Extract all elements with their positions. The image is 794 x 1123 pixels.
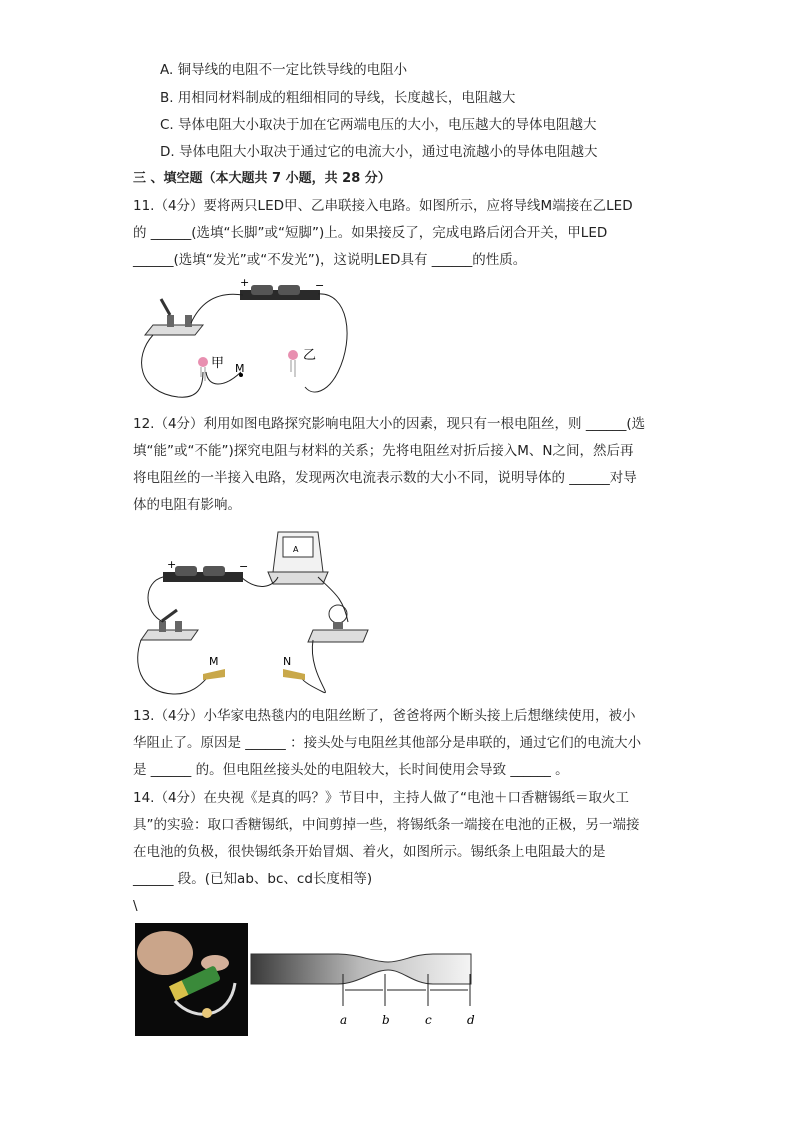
q14-line-2: 具”的实验：取口香糖锡纸，中间剪掉一些，将锡纸条一端接在电池的正极，另一端接 bbox=[133, 817, 640, 833]
q13-line-2: 华阻止了。原因是 ______ ：接头处与电阻丝其他部分是串联的，通过它们的电流大小 bbox=[133, 735, 642, 751]
segment-label-d: d bbox=[467, 1013, 475, 1027]
bulb-socket bbox=[333, 622, 343, 629]
wire bbox=[301, 640, 325, 693]
battery-cell bbox=[251, 285, 273, 295]
q13-line-3: 是 ______ 的。但电阻丝接头处的电阻较大，长时间使用会导致 ______ 。 bbox=[133, 762, 569, 778]
m-label: M bbox=[209, 655, 219, 668]
option-c: C. 导体电阻大小取决于加在它两端电压的大小，电压越大的导体电阻越大 bbox=[160, 117, 597, 133]
battery-photo bbox=[135, 923, 248, 1036]
m-label: M bbox=[235, 362, 245, 375]
segment-label-a: a bbox=[340, 1013, 348, 1027]
q14-line-1: 14.（4分）在央视《是真的吗？》节目中，主持人做了“电池＋口香糖锡纸＝取火工 bbox=[133, 790, 630, 806]
foil-diagram bbox=[248, 948, 478, 1033]
switch-lever bbox=[161, 299, 170, 315]
led-jia-label: 甲 bbox=[211, 356, 225, 371]
bulb-base bbox=[308, 630, 368, 642]
switch-post bbox=[167, 315, 174, 327]
q11-line-1: 11.（4分）要将两只LED甲、乙串联接入电路。如图所示，应将导线M端接在乙LED bbox=[133, 198, 633, 214]
led-yi bbox=[288, 350, 298, 360]
q12-line-3: 将电阻丝的一半接入电路，发现两次电流表示数的大小不同，说明导体的 ______对导 bbox=[133, 470, 637, 486]
wire bbox=[305, 294, 347, 392]
option-b: B. 用相同材料制成的粗细相同的导线，长度越长，电阻越大 bbox=[160, 90, 516, 106]
foil-strip bbox=[251, 954, 471, 984]
wire bbox=[138, 640, 208, 694]
q12-line-2: 填“能”或“不能”)探究电阻与材料的关系；先将电阻丝对折后接入M、N之间，然后再 bbox=[133, 443, 634, 459]
q12-line-1: 12.（4分）利用如图电路探究影响电阻大小的因素，现只有一根电阻丝，则 ______(选 bbox=[133, 416, 646, 432]
battery-cell bbox=[203, 566, 225, 576]
battery-cell bbox=[278, 285, 300, 295]
led-jia bbox=[198, 357, 208, 367]
q12-line-4: 体的电阻有影响。 bbox=[133, 497, 241, 513]
hand bbox=[137, 931, 193, 975]
q14-line-3: 在电池的负极，很快锡纸条开始冒烟、着火，如图所示。锡纸条上电阻最大的是 bbox=[133, 844, 606, 860]
ammeter-label: A bbox=[293, 545, 299, 554]
switch-base bbox=[141, 630, 198, 640]
q13-line-1: 13.（4分）小华家电热毯内的电阻丝断了，爸爸将两个断头接上后想继续使用，被小 bbox=[133, 708, 636, 724]
q11-circuit-figure bbox=[133, 277, 363, 402]
battery-plus-label: + bbox=[167, 558, 177, 571]
q11-line-2: 的 ______(选填“长脚”或“短脚”)上。如果接反了，完成电路后闭合开关，甲LED bbox=[133, 225, 608, 241]
switch-post bbox=[175, 621, 182, 632]
q11-line-3: ______(选填“发光”或“不发光”)，这说明LED具有 ______的性质。 bbox=[133, 252, 527, 268]
q12-circuit-figure bbox=[133, 522, 378, 697]
n-label: N bbox=[283, 655, 292, 668]
clip-m bbox=[203, 669, 225, 680]
q14-line-4: ______ 段。(已知ab、bc、cd长度相等) bbox=[133, 871, 373, 887]
wire bbox=[191, 294, 243, 323]
switch-post bbox=[185, 315, 192, 327]
option-d: D. 导体电阻大小取决于通过它的电流大小，通过电流越小的导体电阻越大 bbox=[160, 144, 598, 160]
switch-lever bbox=[162, 610, 177, 621]
battery-minus-label: − bbox=[315, 279, 325, 292]
battery-plus-label: + bbox=[240, 277, 250, 289]
clip-n bbox=[283, 669, 305, 680]
battery-minus-label: − bbox=[239, 560, 249, 573]
segment-label-b: b bbox=[382, 1013, 390, 1027]
wire bbox=[142, 335, 203, 397]
flame bbox=[202, 1008, 212, 1018]
segment-label-c: c bbox=[425, 1013, 432, 1027]
wire bbox=[148, 577, 163, 622]
stray-backslash: \ bbox=[133, 898, 138, 914]
switch-post bbox=[159, 621, 166, 632]
section-heading: 三 、填空题（本大题共 7 小题，共 28 分） bbox=[133, 171, 391, 186]
option-a: A. 铜导线的电阻不一定比铁导线的电阻小 bbox=[160, 62, 408, 78]
led-yi-label: 乙 bbox=[303, 348, 317, 363]
battery-holder bbox=[163, 572, 243, 582]
battery-cell bbox=[175, 566, 197, 576]
